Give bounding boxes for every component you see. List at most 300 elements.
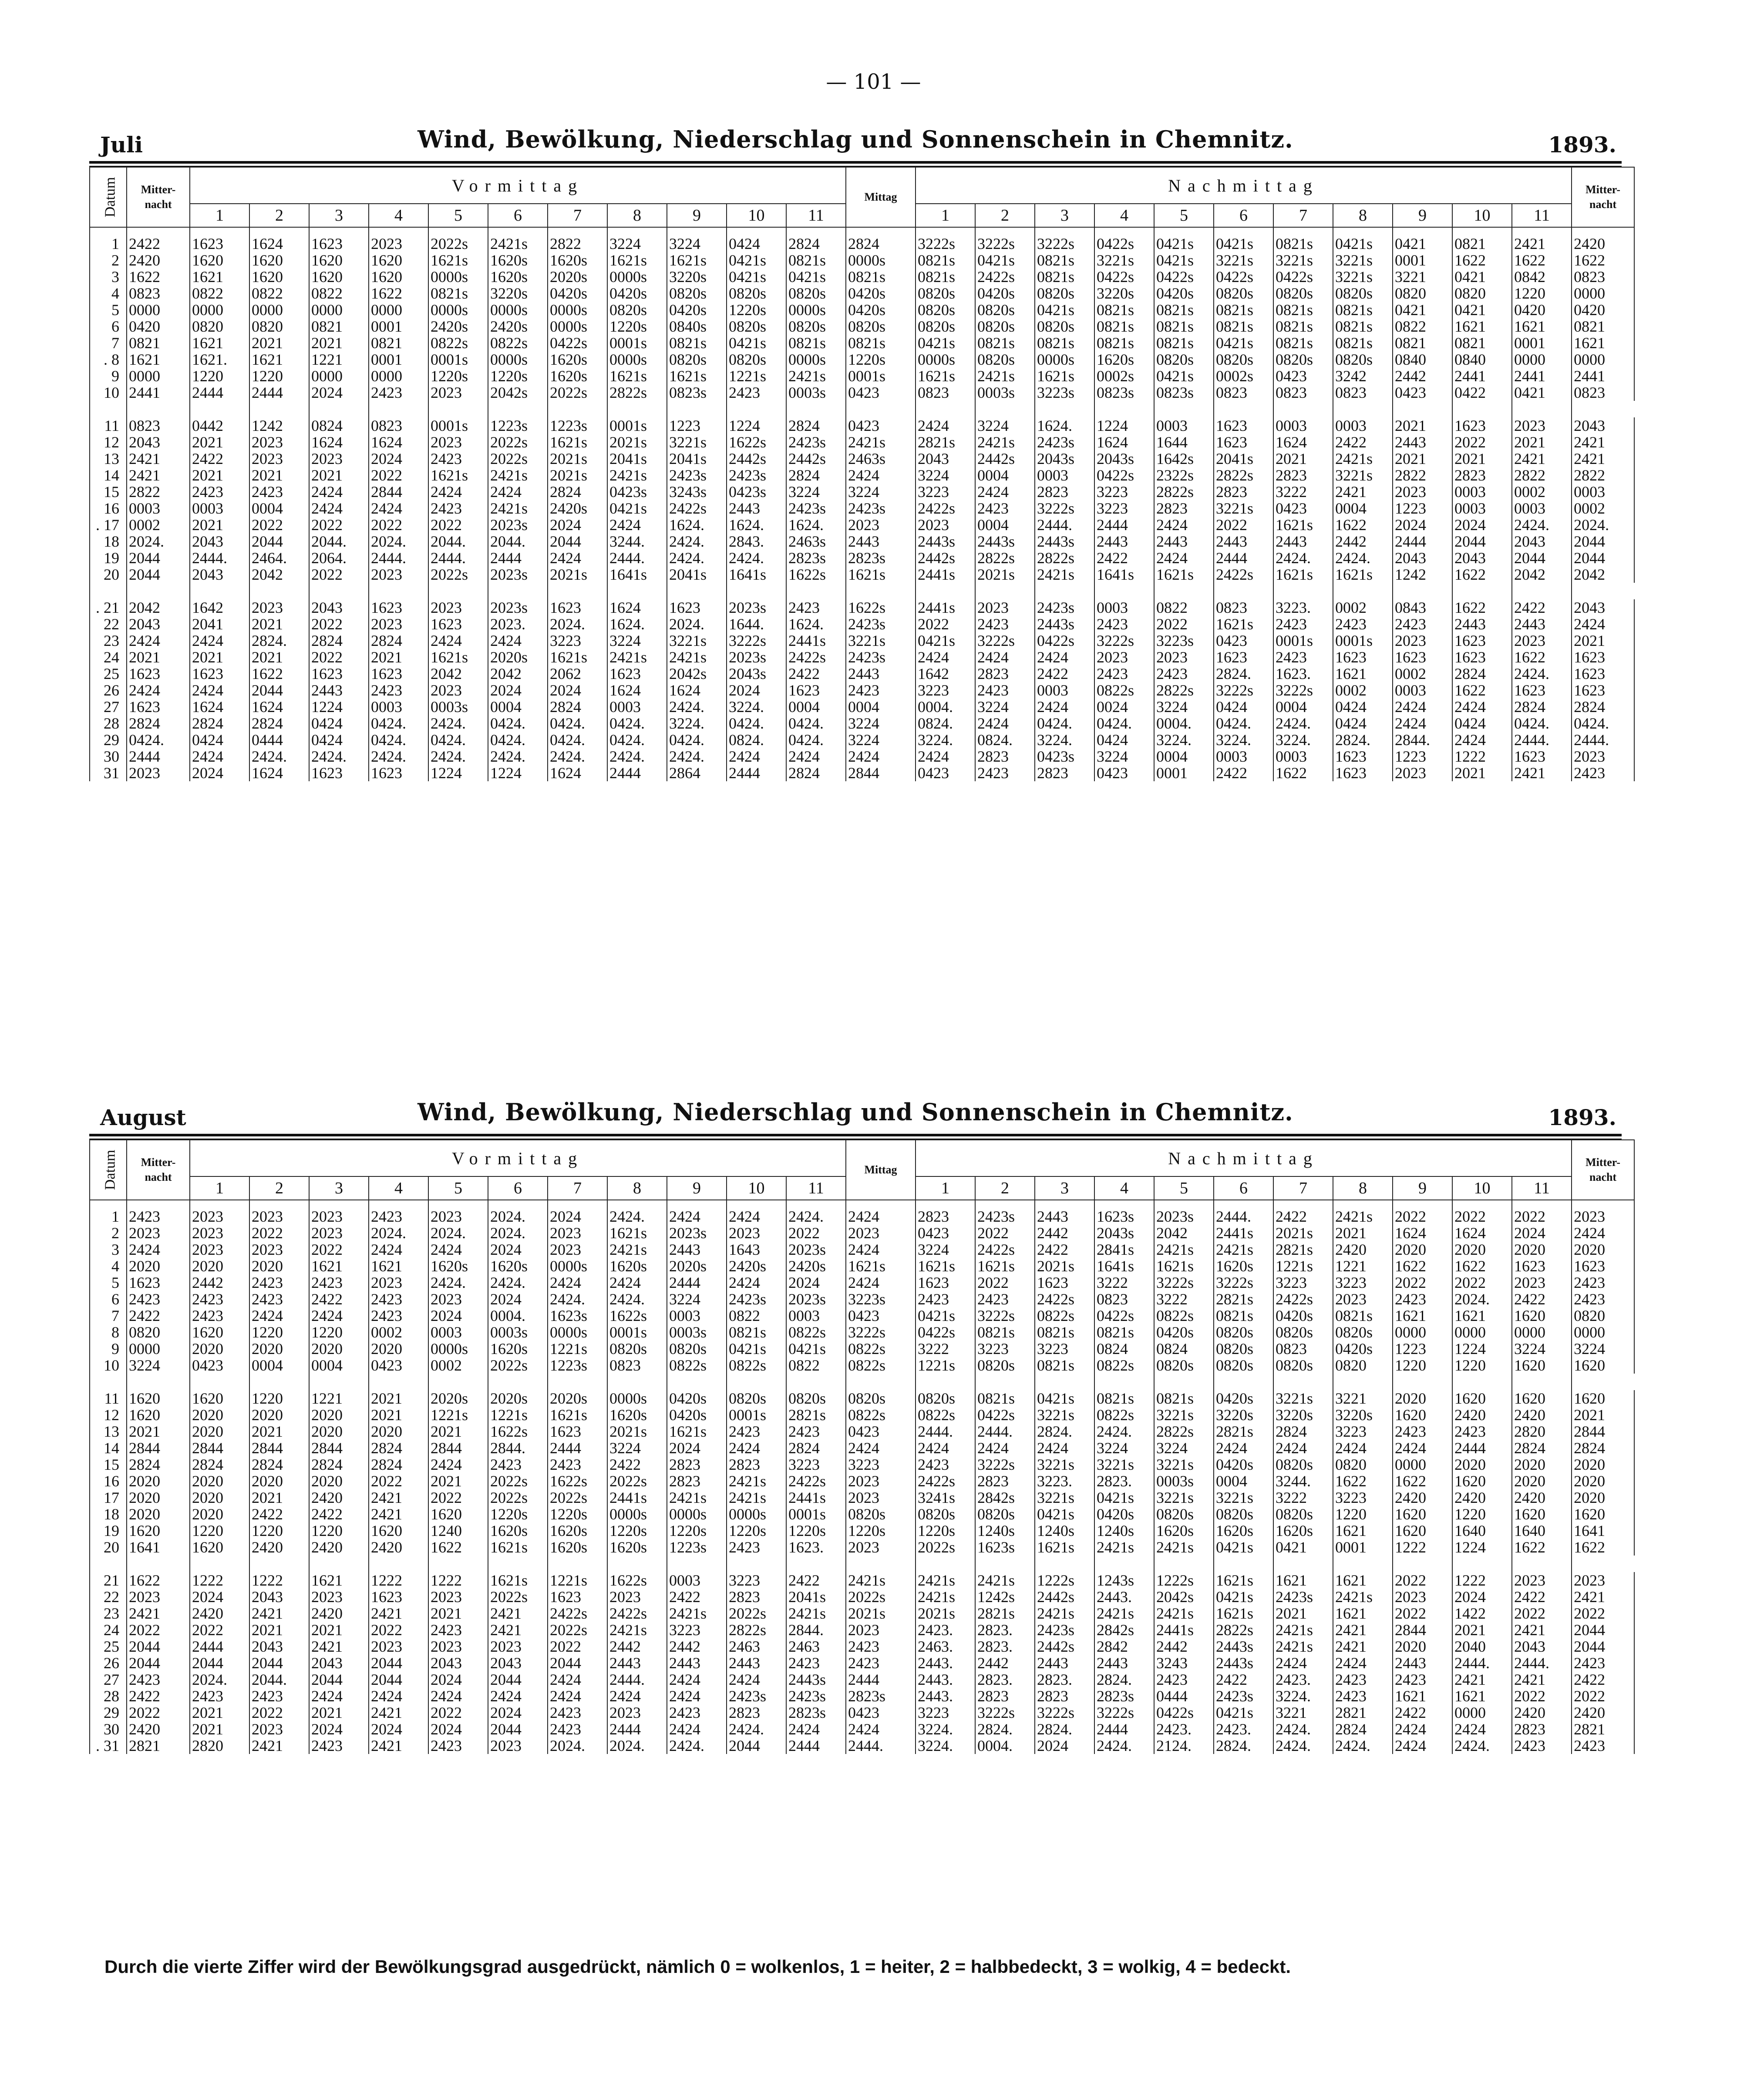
value-cell: 0421s <box>1154 252 1214 269</box>
value-cell: 1623 <box>127 1274 190 1291</box>
value-cell: 2423s <box>667 467 727 484</box>
empty-cell <box>786 401 846 417</box>
value-cell: 0823 <box>607 1357 667 1374</box>
value-cell: 3222s <box>975 227 1035 252</box>
value-cell: 2444 <box>249 384 309 401</box>
hour-header: 1 <box>916 204 975 227</box>
empty-cell <box>428 1374 488 1390</box>
value-cell: 2824. <box>1214 665 1273 682</box>
value-cell: 2421s <box>1333 1589 1393 1605</box>
value-cell: 0423 <box>916 1225 975 1241</box>
value-cell: 3243s <box>667 484 727 500</box>
hour-header: 8 <box>1333 1176 1393 1200</box>
value-cell: 2424. <box>1512 665 1572 682</box>
value-cell: 0421s <box>916 632 975 649</box>
value-cell: 0423 <box>916 765 975 781</box>
value-cell: 2424 <box>428 1456 488 1473</box>
value-cell: 2022s <box>548 384 607 401</box>
table-row <box>90 434 1634 450</box>
value-cell: 2823. <box>975 1638 1035 1655</box>
value-cell: 1223s <box>667 1539 727 1556</box>
value-cell: 2424 <box>369 500 428 517</box>
value-cell: 2823 <box>1035 1688 1094 1704</box>
value-cell: 1620 <box>309 252 369 269</box>
day-cell: 19 <box>90 1522 127 1539</box>
value-cell: 3224 <box>1094 1440 1154 1456</box>
value-cell: 0421s <box>786 1341 846 1357</box>
value-cell: 2020 <box>190 1258 249 1274</box>
value-cell: 0422s <box>1273 269 1333 285</box>
value-cell: 2422s <box>1214 566 1273 583</box>
value-cell: 0820s <box>975 1357 1035 1374</box>
value-cell: 2423 <box>1094 665 1154 682</box>
value-cell: 2423 <box>190 1688 249 1704</box>
value-cell: 2420 <box>1572 227 1634 252</box>
value-cell: 2424 <box>428 632 488 649</box>
value-cell: 2823 <box>1273 467 1333 484</box>
value-cell: 2423 <box>1393 1671 1452 1688</box>
hour-header: 3 <box>309 1176 369 1200</box>
value-cell: 2824 <box>309 1456 369 1473</box>
empty-cell <box>607 1374 667 1390</box>
value-cell: 1624. <box>786 517 846 533</box>
value-cell: 3224. <box>916 1737 975 1754</box>
value-cell: 2443s <box>1214 1655 1273 1671</box>
value-cell: 2424 <box>1273 1655 1333 1671</box>
value-cell: 2424 <box>548 550 607 566</box>
value-cell: 2444. <box>607 1671 667 1688</box>
value-cell: 2421s <box>488 467 548 484</box>
value-cell: 2020s <box>488 1390 548 1407</box>
value-cell: 2021 <box>249 616 309 632</box>
value-cell: 2042 <box>488 665 548 682</box>
value-cell: 2044 <box>249 1655 309 1671</box>
value-cell: 0820s <box>1333 1324 1393 1341</box>
value-cell: 2423 <box>548 1456 607 1473</box>
value-cell: 0003 <box>1572 484 1634 500</box>
value-cell: 2421 <box>488 1622 548 1638</box>
value-cell: 2822s <box>727 1622 786 1638</box>
hour-header: 4 <box>1094 204 1154 227</box>
value-cell: 0424. <box>786 732 846 748</box>
value-cell: 1622 <box>1512 1539 1572 1556</box>
empty-cell <box>1333 583 1393 599</box>
day-cell: 12 <box>90 1407 127 1423</box>
value-cell: 2021 <box>127 649 190 665</box>
value-cell: 1643 <box>727 1241 786 1258</box>
value-cell: 2424 <box>488 632 548 649</box>
value-cell: 2420 <box>1333 1241 1393 1258</box>
value-cell: 0821 <box>369 335 428 351</box>
value-cell: 2443. <box>916 1688 975 1704</box>
value-cell: 2424. <box>488 748 548 765</box>
value-cell: 2443 <box>1094 1655 1154 1671</box>
value-cell: 2041s <box>667 566 727 583</box>
value-cell: 2043 <box>1572 599 1634 616</box>
value-cell: 2821 <box>127 1737 190 1754</box>
table-row <box>90 1456 1634 1473</box>
value-cell: 0424. <box>727 715 786 732</box>
value-cell: 1622 <box>127 1572 190 1589</box>
value-cell: 2423s <box>786 434 846 450</box>
empty-cell <box>309 583 369 599</box>
value-cell: 0821s <box>1094 335 1154 351</box>
value-cell: 0824 <box>309 417 369 434</box>
value-cell: 2022 <box>428 1489 488 1506</box>
value-cell: 2023 <box>1512 632 1572 649</box>
value-cell: 2422 <box>786 1572 846 1589</box>
value-cell: 2420 <box>309 1539 369 1556</box>
value-cell: 3221 <box>1333 1390 1393 1407</box>
value-cell: 3221s <box>1333 467 1393 484</box>
value-cell: 0821s <box>1214 302 1273 318</box>
value-cell: 0822 <box>1154 599 1214 616</box>
value-cell: 0001s <box>428 417 488 434</box>
value-cell: 2844 <box>369 484 428 500</box>
value-cell: 2022 <box>369 1473 428 1489</box>
value-cell: 2443 <box>607 1655 667 1671</box>
value-cell: 2423 <box>428 500 488 517</box>
value-cell: 0420s <box>1214 1456 1273 1473</box>
table-row <box>90 285 1634 302</box>
value-cell: 2420 <box>1512 1489 1572 1506</box>
value-cell: 1623 <box>548 1589 607 1605</box>
value-cell: 0002 <box>1333 599 1393 616</box>
value-cell: 2421s <box>727 1489 786 1506</box>
empty-cell <box>667 401 727 417</box>
value-cell: 2021 <box>1572 1407 1634 1423</box>
value-cell: 1623 <box>309 765 369 781</box>
value-cell: 2044 <box>1572 550 1634 566</box>
day-cell: 18 <box>90 1506 127 1522</box>
mittag-header: Mittag <box>846 1140 916 1200</box>
value-cell: 0422s <box>1154 269 1214 285</box>
value-cell: 1622s <box>488 1423 548 1440</box>
value-cell: 0421s <box>727 335 786 351</box>
empty-cell <box>309 401 369 417</box>
value-cell: 2420 <box>309 1605 369 1622</box>
value-cell: 1622 <box>127 269 190 285</box>
value-cell: 2844 <box>846 765 916 781</box>
value-cell: 1623 <box>1452 632 1512 649</box>
row-gap <box>90 1374 1634 1390</box>
value-cell: 2442s <box>916 550 975 566</box>
value-cell: 2044. <box>309 533 369 550</box>
empty-cell <box>786 583 846 599</box>
value-cell: 2424. <box>428 748 488 765</box>
empty-cell <box>727 1556 786 1572</box>
value-cell: 2443 <box>1452 616 1512 632</box>
value-cell: 2020 <box>369 1341 428 1357</box>
value-cell: 2021s <box>975 566 1035 583</box>
table-row <box>90 599 1634 616</box>
value-cell: 0820s <box>1214 1506 1273 1522</box>
value-cell: 1621 <box>1333 665 1393 682</box>
value-cell: 3224 <box>607 632 667 649</box>
day-cell: 22 <box>90 1589 127 1605</box>
value-cell: 0822 <box>309 285 369 302</box>
value-cell: 0420s <box>607 285 667 302</box>
value-cell: 2424. <box>667 550 727 566</box>
value-cell: 1220 <box>1452 1506 1512 1522</box>
value-cell: 3222s <box>1035 1704 1094 1721</box>
value-cell: 0004 <box>1154 748 1214 765</box>
value-cell: 2423 <box>727 384 786 401</box>
value-cell: 0821s <box>846 335 916 351</box>
value-cell: 0824. <box>727 732 786 748</box>
value-cell: 1220s <box>916 1522 975 1539</box>
value-cell: 0822 <box>786 1357 846 1374</box>
value-cell: 3223 <box>1273 1274 1333 1291</box>
value-cell: 2424 <box>975 649 1035 665</box>
value-cell: 2023 <box>916 517 975 533</box>
value-cell: 1621s <box>1333 566 1393 583</box>
value-cell: 0001s <box>727 1407 786 1423</box>
value-cell: 2023 <box>727 1225 786 1241</box>
value-cell: 2421s <box>607 1622 667 1638</box>
value-cell: 2421s <box>488 500 548 517</box>
value-cell: 0822s <box>846 1341 916 1357</box>
value-cell: 1620 <box>190 1324 249 1341</box>
value-cell: 0423 <box>846 1307 916 1324</box>
value-cell: 2444 <box>607 765 667 781</box>
value-cell: 1222s <box>1035 1572 1094 1589</box>
value-cell: 2421s <box>667 1605 727 1622</box>
value-cell: 2844 <box>127 1440 190 1456</box>
value-cell: 2043 <box>127 434 190 450</box>
value-cell: 0000s <box>846 252 916 269</box>
value-cell: 0822s <box>428 335 488 351</box>
value-cell: 0823 <box>127 285 190 302</box>
value-cell: 2041s <box>1214 450 1273 467</box>
value-cell: 2424 <box>846 1274 916 1291</box>
value-cell: 2441s <box>786 1489 846 1506</box>
value-cell: 2023 <box>846 1539 916 1556</box>
hour-header: 3 <box>1035 1176 1094 1200</box>
value-cell: 0820s <box>607 302 667 318</box>
value-cell: 2022s <box>488 1473 548 1489</box>
value-cell: 1624. <box>607 616 667 632</box>
value-cell: 0423 <box>1273 368 1333 384</box>
day-cell: 18 <box>90 533 127 550</box>
value-cell: 1623 <box>127 699 190 715</box>
value-cell: 0820s <box>1273 1324 1333 1341</box>
value-cell: 2022 <box>309 649 369 665</box>
value-cell: 0821s <box>1094 1390 1154 1407</box>
value-cell: 1621s <box>846 1258 916 1274</box>
value-cell: 0003 <box>1333 417 1393 434</box>
value-cell: 2821 <box>1572 1721 1634 1737</box>
value-cell: 2824 <box>309 632 369 649</box>
value-cell: 2423 <box>428 450 488 467</box>
value-cell: 3221s <box>667 632 727 649</box>
value-cell: 0821s <box>1333 1307 1393 1324</box>
value-cell: 0003s <box>488 1324 548 1341</box>
value-cell: 2022 <box>309 1241 369 1258</box>
hour-header: 11 <box>1512 1176 1572 1200</box>
empty-cell <box>190 401 249 417</box>
value-cell: 3221s <box>1273 1390 1333 1407</box>
value-cell: 2420 <box>309 1489 369 1506</box>
value-cell: 2424. <box>1094 1423 1154 1440</box>
value-cell: 2024 <box>488 1704 548 1721</box>
value-cell: 2043 <box>1452 550 1512 566</box>
value-cell: 2024. <box>488 1225 548 1241</box>
value-cell: 3242 <box>1333 368 1393 384</box>
value-cell: 2421s <box>846 434 916 450</box>
value-cell: 2021 <box>309 1622 369 1638</box>
value-cell: 2020 <box>369 1423 428 1440</box>
empty-cell <box>1393 583 1452 599</box>
value-cell: 1623 <box>1572 649 1634 665</box>
value-cell: 0823 <box>916 384 975 401</box>
value-cell: 0821s <box>1035 252 1094 269</box>
value-cell: 0822s <box>1094 1407 1154 1423</box>
value-cell: 2021 <box>249 649 309 665</box>
value-cell: 1220 <box>249 1522 309 1539</box>
value-cell: 0002 <box>1333 682 1393 699</box>
value-cell: 2023 <box>846 1225 916 1241</box>
value-cell: 2424 <box>846 1241 916 1258</box>
value-cell: 1621s <box>916 1258 975 1274</box>
value-cell: 0421s <box>1214 1539 1273 1556</box>
value-cell: 2844 <box>428 1440 488 1456</box>
value-cell: 2021 <box>309 1704 369 1721</box>
value-cell: 0003 <box>1094 599 1154 616</box>
empty-cell <box>190 1374 249 1390</box>
value-cell: 1622s <box>607 1307 667 1324</box>
datum-header <box>90 1140 127 1200</box>
value-cell: 0004. <box>916 699 975 715</box>
value-cell: 1623 <box>309 665 369 682</box>
value-cell: 3223. <box>1273 599 1333 616</box>
value-cell: 1622s <box>846 599 916 616</box>
value-cell: 2022 <box>249 517 309 533</box>
value-cell: 2443 <box>727 1655 786 1671</box>
value-cell: 3221s <box>1035 1489 1094 1506</box>
value-cell: 2424 <box>667 1671 727 1688</box>
value-cell: 2022 <box>127 1622 190 1638</box>
value-cell: 2823 <box>667 1473 727 1489</box>
value-cell: 2441 <box>1572 368 1634 384</box>
value-cell: 2463 <box>727 1638 786 1655</box>
value-cell: 2044. <box>488 533 548 550</box>
value-cell: 2423 <box>916 1456 975 1473</box>
value-cell: 3221s <box>1273 252 1333 269</box>
value-cell: 2823 <box>975 748 1035 765</box>
value-cell: 1224 <box>1094 417 1154 434</box>
value-cell: 1622 <box>1273 765 1333 781</box>
value-cell: 0821s <box>1094 302 1154 318</box>
value-cell: 2463s <box>786 533 846 550</box>
value-cell: 2823s <box>786 1704 846 1721</box>
value-cell: 3224 <box>127 1357 190 1374</box>
empty-cell <box>667 583 727 599</box>
value-cell: 0823 <box>1094 1291 1154 1307</box>
section-header <box>89 113 1622 161</box>
empty-cell <box>90 1374 127 1390</box>
value-cell: 3221s <box>667 434 727 450</box>
value-cell: 2424. <box>727 550 786 566</box>
value-cell: 1623 <box>428 616 488 632</box>
value-cell: 2423 <box>249 1291 309 1307</box>
value-cell: 0822s <box>488 335 548 351</box>
value-cell: 2824 <box>1273 1423 1333 1440</box>
value-cell: 2444. <box>846 1737 916 1754</box>
empty-cell <box>1512 401 1572 417</box>
value-cell: 1644. <box>727 616 786 632</box>
value-cell: 1621s <box>667 252 727 269</box>
day-cell: 31 <box>90 765 127 781</box>
value-cell: 0002 <box>369 1324 428 1341</box>
table-row <box>90 616 1634 632</box>
hour-header: 4 <box>1094 1176 1154 1200</box>
value-cell: 2423 <box>786 1423 846 1440</box>
value-cell: 2021 <box>249 335 309 351</box>
value-cell: 2423 <box>786 599 846 616</box>
value-cell: 2823. <box>1035 1671 1094 1688</box>
value-cell: 2024 <box>548 517 607 533</box>
value-cell: 2421s <box>916 1589 975 1605</box>
empty-cell <box>1214 1374 1273 1390</box>
value-cell: 2444. <box>1035 517 1094 533</box>
value-cell: 2442 <box>1035 1225 1094 1241</box>
value-cell: 2020 <box>249 1341 309 1357</box>
table-row <box>90 550 1634 566</box>
empty-cell <box>1214 1556 1273 1572</box>
value-cell: 2441s <box>916 599 975 616</box>
day-cell: 13 <box>90 450 127 467</box>
value-cell: 2423s <box>846 500 916 517</box>
value-cell: 2024. <box>127 533 190 550</box>
value-cell: 0820s <box>916 302 975 318</box>
value-cell: 2024 <box>190 1589 249 1605</box>
value-cell: 1220s <box>428 368 488 384</box>
empty-cell <box>1214 583 1273 599</box>
value-cell: 2424 <box>846 467 916 484</box>
value-cell: 1220s <box>548 1506 607 1522</box>
value-cell: 2822 <box>1393 467 1452 484</box>
value-cell: 0821s <box>975 1324 1035 1341</box>
day-cell: 1 <box>90 1200 127 1225</box>
value-cell: 2021 <box>1393 450 1452 467</box>
value-cell: 2020 <box>1572 1473 1634 1489</box>
value-cell: 2020 <box>190 1341 249 1357</box>
value-cell: 2422s <box>1273 1291 1333 1307</box>
value-cell: 2420 <box>1452 1489 1512 1506</box>
value-cell: 0823 <box>1214 599 1273 616</box>
value-cell: 2423 <box>1393 616 1452 632</box>
value-cell: 2824 <box>190 1456 249 1473</box>
value-cell: 2020 <box>1512 1473 1572 1489</box>
value-cell: 2443 <box>846 665 916 682</box>
value-cell: 2024 <box>1035 1737 1094 1754</box>
value-cell: 0004 <box>846 699 916 715</box>
empty-cell <box>1094 583 1154 599</box>
value-cell: 2441s <box>916 566 975 583</box>
hour-header: 2 <box>975 204 1035 227</box>
value-cell: 2022 <box>127 1704 190 1721</box>
value-cell: 2422 <box>1512 599 1572 616</box>
table-row <box>90 1440 1634 1456</box>
empty-cell <box>1393 401 1452 417</box>
value-cell: 1620 <box>1572 1357 1634 1374</box>
value-cell: 1622 <box>1393 1258 1452 1274</box>
double-rule <box>89 161 1622 167</box>
value-cell: 1221s <box>727 368 786 384</box>
day-cell: 13 <box>90 1423 127 1440</box>
value-cell: 2424 <box>1452 1721 1512 1737</box>
